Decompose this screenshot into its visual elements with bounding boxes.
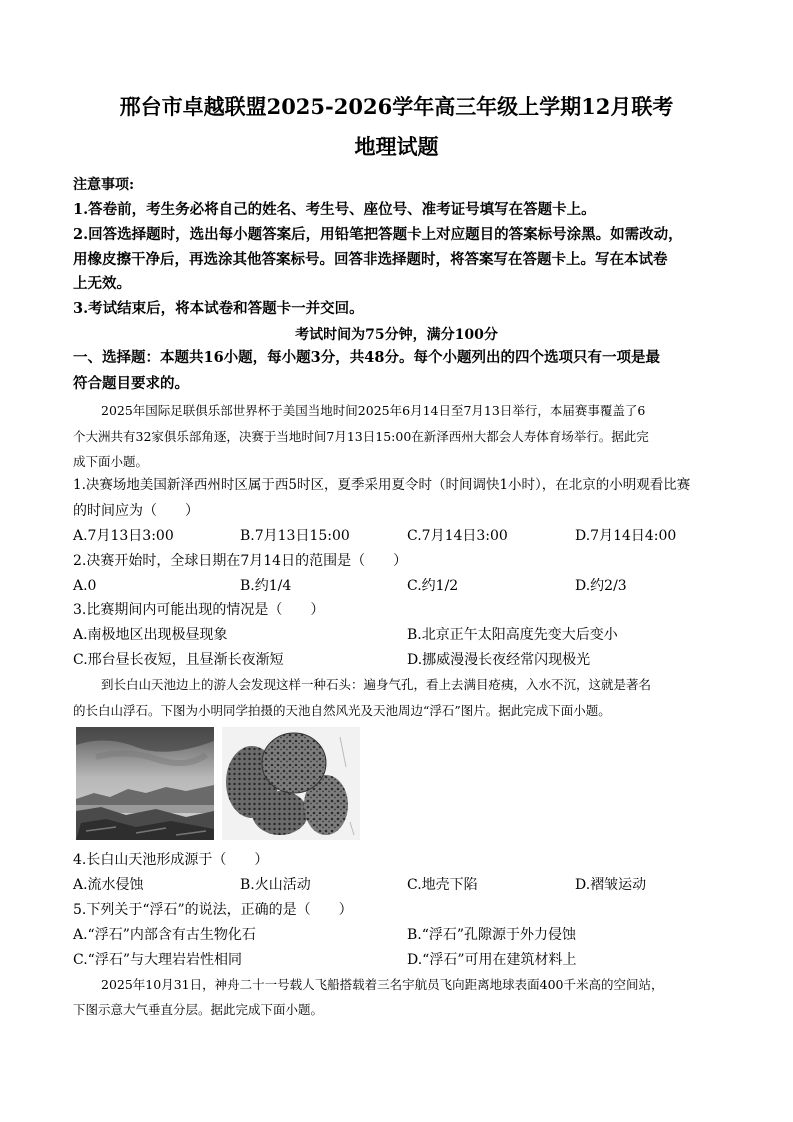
question-1-cont: 的时间应为（ ） bbox=[73, 503, 199, 519]
q3-option-d: D.挪威漫漫长夜经常闪现极光 bbox=[407, 652, 591, 668]
q4-option-b: B.火山活动 bbox=[240, 877, 311, 893]
q3-option-b: B.北京正午太阳高度先变大后变小 bbox=[407, 627, 618, 643]
notice-item-2-cont: 用橡皮擦干净后，再选涂其他答案标号。回答非选择题时，将答案写在答题卡上。写在本试卷 bbox=[73, 251, 668, 268]
question-3: 3.比赛期间内可能出现的情况是（ ） bbox=[73, 602, 325, 618]
q2-option-d: D.约2/3 bbox=[575, 578, 627, 594]
section-heading: 一、选择题：本题共16小题，每小题3分，共48分。每个小题列出的四个选项只有一项是最 bbox=[73, 349, 660, 366]
passage-3: 2025年10月31日，神舟二十一号载人飞船搭载着三名宇航员飞向距离地球表面400千米高的空间站， bbox=[101, 977, 664, 992]
q4-option-d: D.褶皱运动 bbox=[575, 877, 647, 893]
passage-2: 到长白山天池边上的游人会发现这样一种石头：遍身气孔，看上去满目疮痍，入水不沉，这就是著名 bbox=[101, 677, 652, 692]
notice-item-2-end: 上无效。 bbox=[73, 275, 131, 292]
q5-option-b: B.“浮石”孔隙源于外力侵蚀 bbox=[407, 927, 577, 943]
passage-2-line2: 的长白山浮石。下图为小明同学拍摄的天池自然风光及天池周边“浮石”图片。据此完成下面小题。 bbox=[73, 703, 611, 718]
passage-1-line2: 个大洲共有32家俱乐部角逐，决赛于当地时间7月13日15:00在新泽西州大都会人寿体育场举行。据此完 bbox=[73, 429, 649, 444]
q2-option-a: A.0 bbox=[73, 578, 97, 594]
tianchi-landscape-photo bbox=[76, 727, 214, 840]
passage-1-line3: 成下面小题。 bbox=[73, 454, 149, 469]
q1-option-b: B.7月13日15:00 bbox=[240, 528, 350, 544]
passage-3-line2: 下图示意大气垂直分层。据此完成下面小题。 bbox=[73, 1002, 324, 1017]
question-2: 2.决赛开始时，全球日期在7月14日的范围是（ ） bbox=[73, 553, 408, 569]
notice-item-1: 1.答卷前，考生务必将自己的姓名、考生号、座位号、准考证号填写在答题卡上。 bbox=[73, 201, 596, 218]
q4-option-a: A.流水侵蚀 bbox=[73, 877, 144, 893]
exam-title: 邢台市卓越联盟2025-2026学年高三年级上学期12月联考 bbox=[119, 94, 674, 119]
q3-option-c: C.邢台昼长夜短，且昼渐长夜渐短 bbox=[73, 652, 284, 668]
q5-option-c: C.“浮石”与大理岩岩性相同 bbox=[73, 952, 242, 968]
exam-info: 考试时间为75分钟，满分100分 bbox=[295, 327, 498, 343]
passage-1: 2025年国际足联俱乐部世界杯于美国当地时间2025年6月14日至7月13日举行，本届赛事覆盖了6 bbox=[101, 403, 646, 418]
question-1: 1.决赛场地美国新泽西州时区属于西5时区，夏季采用夏令时（时间调快1小时），在北京的小明观看比赛 bbox=[73, 477, 691, 493]
notice-item-2: 2.回答选择题时，选出每小题答案后，用铅笔把答题卡上对应题目的答案标号涂黑。如需改动， bbox=[73, 226, 683, 243]
subject-title: 地理试题 bbox=[354, 134, 439, 159]
q1-option-c: C.7月14日3:00 bbox=[407, 528, 508, 544]
q1-option-d: D.7月14日4:00 bbox=[575, 528, 677, 544]
q5-option-a: A.“浮石”内部含有古生物化石 bbox=[73, 927, 256, 943]
q3-option-a: A.南极地区出现极昼现象 bbox=[73, 627, 228, 643]
pumice-stone-photo bbox=[222, 727, 360, 840]
q2-option-b: B.约1/4 bbox=[240, 578, 292, 594]
q4-option-c: C.地壳下陷 bbox=[407, 877, 478, 893]
section-heading-cont: 符合题目要求的。 bbox=[73, 375, 189, 392]
q5-option-d: D.“浮石”可用在建筑材料上 bbox=[407, 952, 577, 968]
notice-heading: 注意事项: bbox=[73, 177, 135, 193]
q1-option-a: A.7月13日3:00 bbox=[73, 528, 174, 544]
question-5: 5.下列关于“浮石”的说法，正确的是（ ） bbox=[73, 902, 353, 918]
q2-option-c: C.约1/2 bbox=[407, 578, 459, 594]
notice-item-3: 3.考试结束后，将本试卷和答题卡一并交回。 bbox=[73, 300, 364, 317]
question-4: 4.长白山天池形成源于（ ） bbox=[73, 852, 269, 868]
